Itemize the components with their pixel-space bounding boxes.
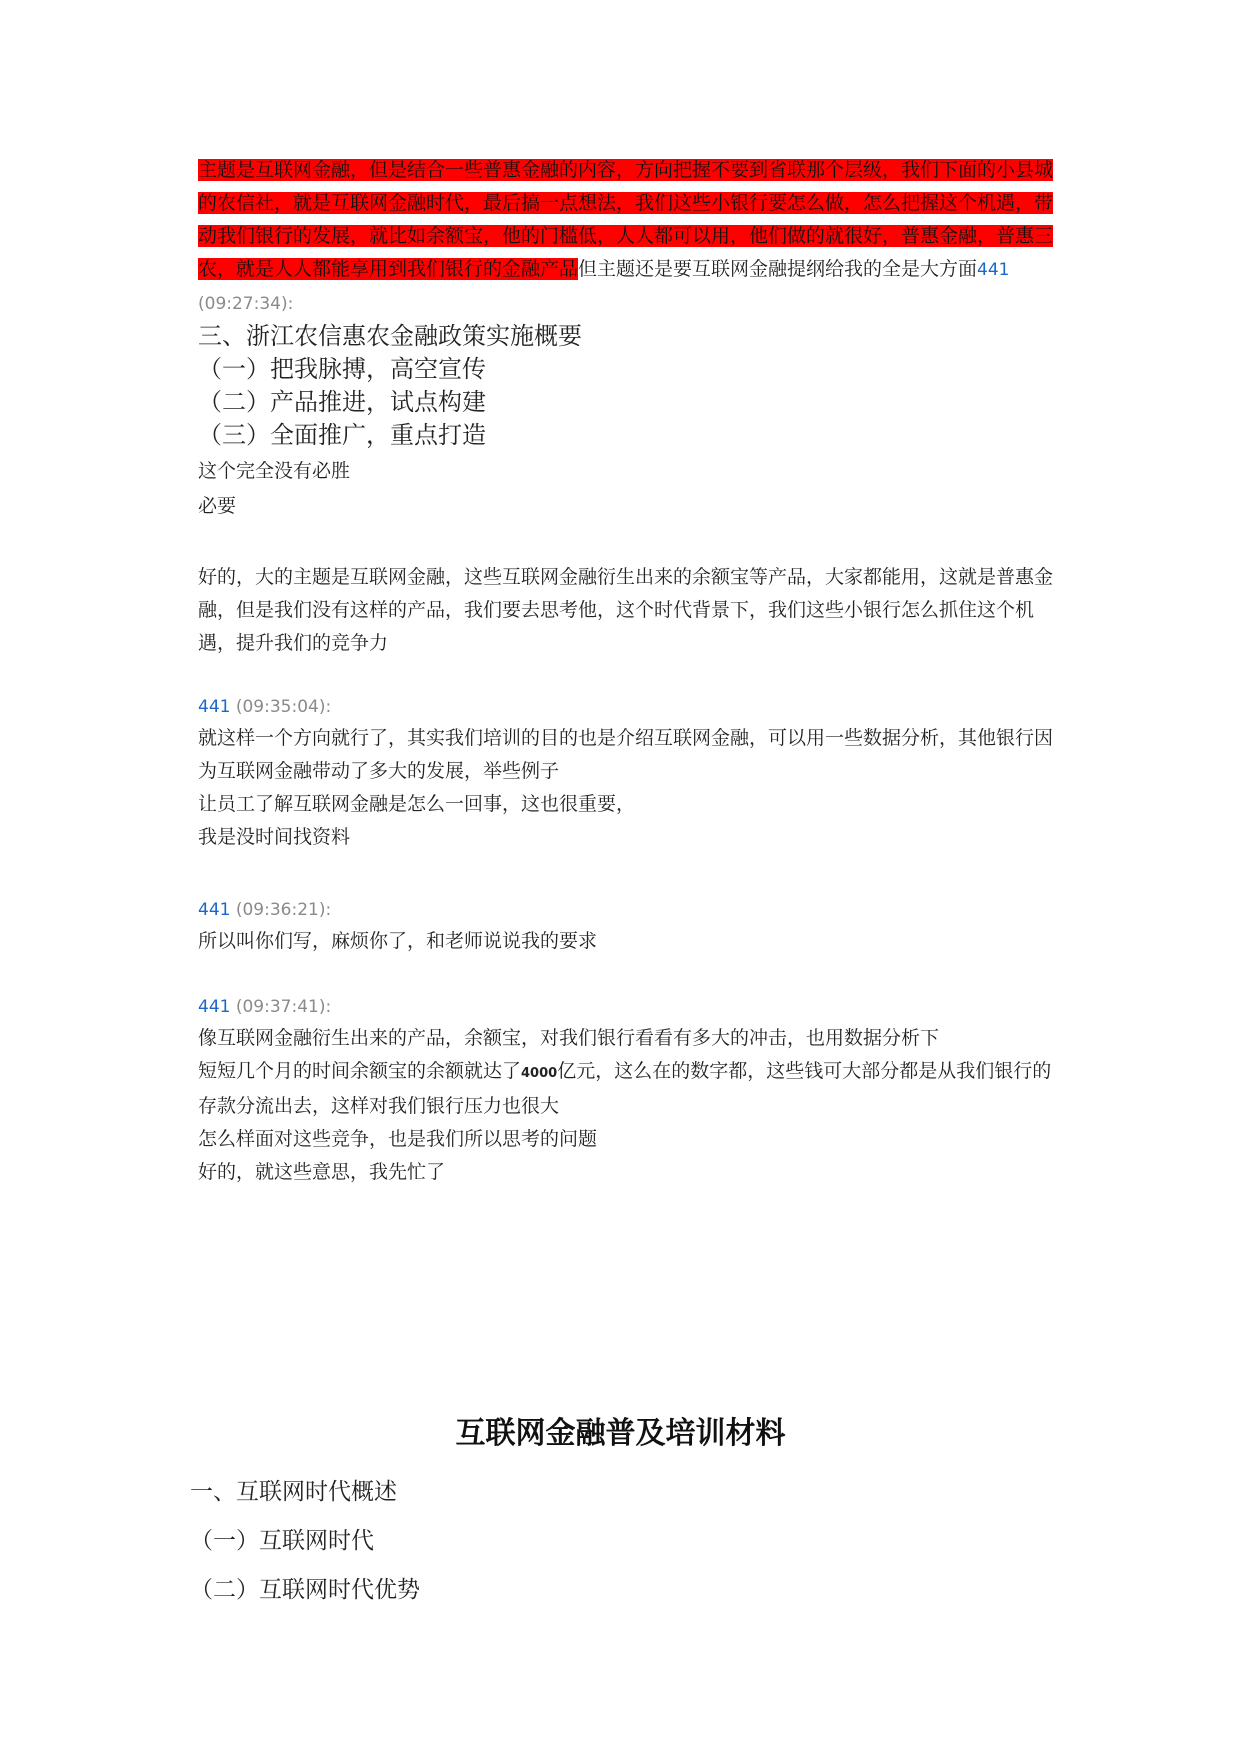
document-sections bbox=[190, 1468, 1046, 1615]
section-heading: 一、互联网时代概述 bbox=[190, 1479, 397, 1505]
amount-number: 4000 bbox=[521, 1066, 558, 1081]
message-line: 怎么样面对这些竞争，也是我们所以思考的问题 bbox=[198, 1128, 598, 1150]
highlighted-paragraph bbox=[198, 154, 1054, 321]
chat-message bbox=[198, 691, 1054, 854]
message-line: 让员工了解互联网金融是怎么一回事，这也很重要， bbox=[198, 793, 636, 815]
outline-heading: 三、浙江农信惠农金融政策实施概要 bbox=[198, 322, 582, 350]
message-text: 亿元，这么在的数字都，这些钱可大部分都是从我们银行的存款分流出去，这样对我们银行压力也很大 bbox=[198, 1060, 1052, 1117]
message-line: 就这样一个方向就行了，其实我们培训的目的也是介绍互联网金融，可以用一些数据分析，其他银行因为互联网金融带动了多大的发展，举些例子 bbox=[198, 727, 1054, 782]
document-title: 互联网金融普及培训材料 bbox=[455, 1416, 786, 1451]
message-line: 我是没时间找资料 bbox=[198, 826, 351, 848]
message-header bbox=[198, 894, 1054, 925]
message-header bbox=[198, 991, 1054, 1022]
message-text: 短短几个月的时间余额宝的余额就达了 bbox=[198, 1060, 522, 1082]
paragraph-text bbox=[198, 154, 1054, 321]
subsection-heading: （二）互联网时代优势 bbox=[190, 1577, 420, 1603]
paragraph-text: 好的，大的主题是互联网金融，这些互联网金融衍生出来的余额宝等产品，大家都能用，这就是普惠金融，但是我们没有这样的产品，我们要去思考他，这个时代背景下，我们这些小银行怎么抓住这个机遇，提升我们的竞争力 bbox=[198, 566, 1054, 654]
note-line: 这个完全没有必胜 bbox=[198, 460, 351, 482]
outline bbox=[198, 320, 1054, 452]
message-time: (09:35:04): bbox=[230, 697, 332, 717]
sender-id: 441 bbox=[198, 997, 231, 1017]
chat-message bbox=[198, 991, 1054, 1189]
message-time: (09:36:21): bbox=[230, 900, 332, 920]
message-line bbox=[198, 1055, 1054, 1123]
message-line: 所以叫你们写，麻烦你了，和老师说说我的要求 bbox=[198, 930, 598, 952]
outline-item: （二）产品推进，试点构建 bbox=[198, 388, 486, 416]
outline-item: （三）全面推广，重点打造 bbox=[198, 421, 486, 449]
message-line: 好的，就这些意思，我先忙了 bbox=[198, 1161, 446, 1183]
paragraph-two bbox=[198, 561, 1054, 660]
sender-id: 441 bbox=[198, 697, 231, 717]
note-line: 必要 bbox=[198, 495, 237, 517]
subsection-heading: （一）互联网时代 bbox=[190, 1528, 374, 1554]
message-header bbox=[198, 691, 1054, 722]
chat-message bbox=[198, 894, 1054, 958]
paragraph-rest: 但主题还是要互联网金融提纲给我的全是大方面 bbox=[578, 258, 978, 280]
sender-id: 441 bbox=[198, 900, 231, 920]
outline-item: （一）把我脉搏，高空宣传 bbox=[198, 355, 486, 383]
sender-id: 441 bbox=[977, 260, 1010, 280]
notes bbox=[198, 454, 1054, 524]
message-time: (09:27:34): bbox=[198, 294, 294, 314]
message-line: 像互联网金融衍生出来的产品，余额宝，对我们银行看看有多大的冲击，也用数据分析下 bbox=[198, 1027, 940, 1049]
highlighted-text: 主题是互联网金融，但是结合一些普惠金融的内容，方向把握不要到省联那个层级，我们下面的小县城的农信社，就是互联网金融时代，最后搞一点想法，我们这些小银行要怎么做，怎么把握这个机遇，带动我们银行的发展，就比如余额宝，他的门槛低，人人都可以用，他们做的就很好，普惠金融，普惠三农，就是人人都能享用到我们银行的金融产品 bbox=[198, 159, 1054, 280]
message-time: (09:37:41): bbox=[230, 997, 332, 1017]
